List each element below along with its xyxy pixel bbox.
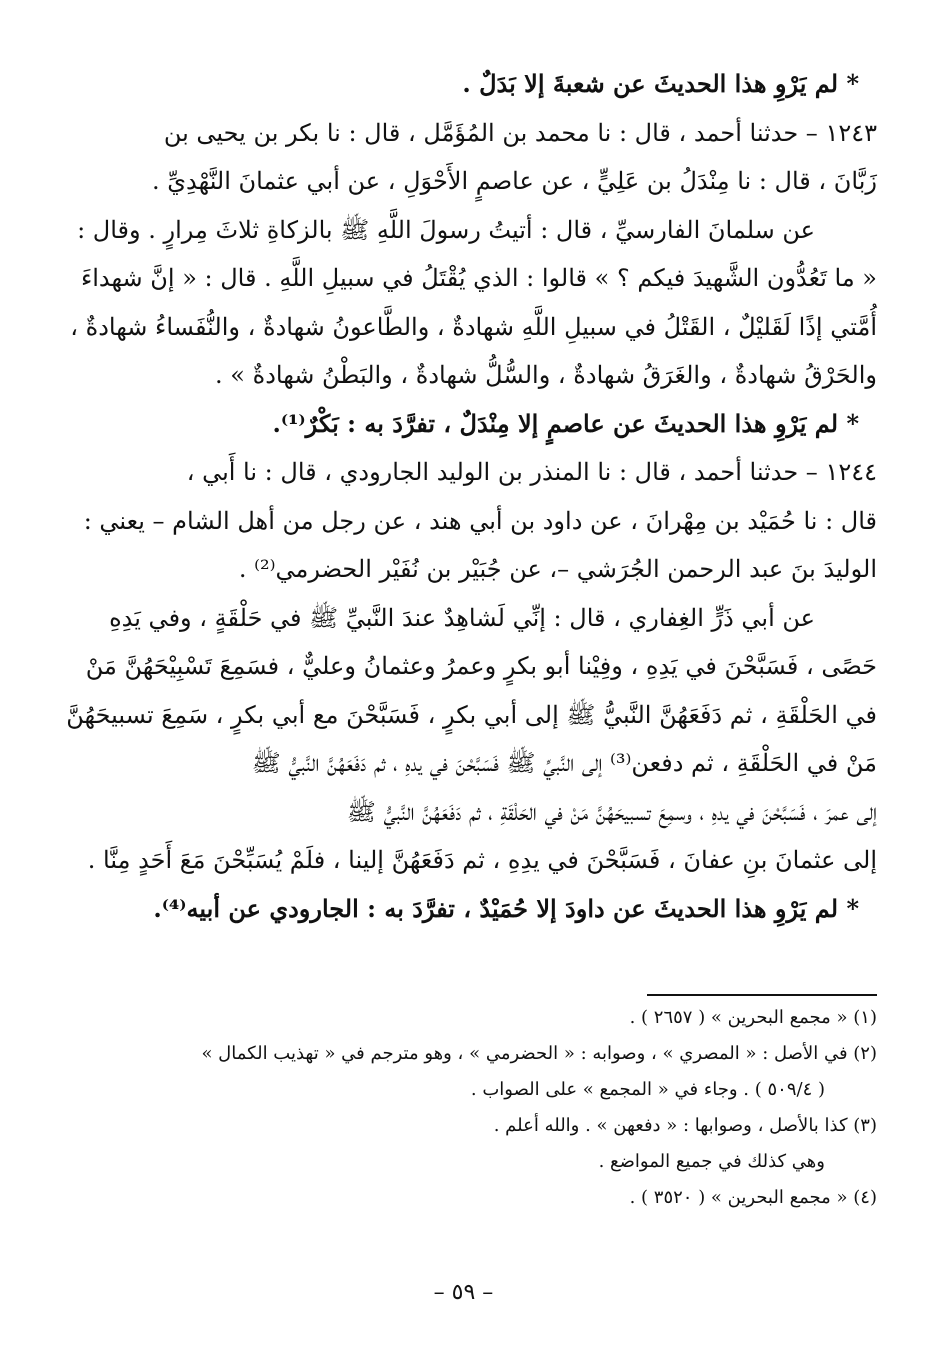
page-number: – ٥٩ –	[433, 1280, 494, 1305]
footnote-4: (٤) « مجمع البحرين » ( ٣٥٢٠ ) .	[629, 1187, 877, 1208]
footnote-3-continued: وهي كذلك في جميع المواضع .	[598, 1151, 825, 1172]
text-line: عن أبي ذَرٍّ الغِفاري ، قال : إنِّي لَشاهِدٌ عندَ النَّبيِّ ﷺ في حَلْقَةٍ ، وفي يَدِهِ	[109, 603, 815, 632]
text-line: والحَرْقُ شهادةٌ ، والغَرَقُ شهادةٌ ، والسُّلُّ شهادةٌ ، والبَطْنُ شهادةٌ » .	[215, 361, 877, 389]
hadith-1243-line: ١٢٤٣ – حدثنا أحمد ، قال : نا محمد بن المُؤَمَّل ، قال : نا بكر بن يحيى بن	[163, 118, 877, 147]
footnote-divider	[647, 994, 877, 996]
text-line: زَبَّانَ ، قال : نا مِنْدَلُ بن عَلِيٍّ ، عن عاصمٍ الأَحْوَلِ ، عن أبي عثمانَ النَّهْدِيِّ .	[151, 167, 877, 195]
text-line: عن سلمانَ الفارسيِّ ، قال : أتيتُ رسولَ اللَّهِ ﷺ بالزكاةِ ثلاثَ مِرارٍ . وقال :	[77, 215, 815, 244]
text-line: « ما تَعُدُّون الشَّهيدَ فيكم ؟ » قالوا : الذي يُقْتَلُ في سبيلِ اللَّهِ . قال : « إنَّ شهداءَ	[80, 264, 877, 292]
footnote-2-continued: ( ٥٠٩/٤ ) . وجاء في « المجمع » على الصواب .	[470, 1079, 825, 1100]
note-line: * لم يَرْوِ هذا الحديثَ عن عاصمٍ إلا مِنْدَلٌ ، تفرَّدَ به : بَكْرٌ⁽¹⁾.	[272, 408, 859, 438]
text-line: إلى عثمانَ بنِ عفانَ ، فَسَبَّحْنَ في يدِهِ ، ثم دَفَعَهُنَّ إلينا ، فلَمْ يُسَبِّحْنَ مَعَ أَحَدٍ مِنَّا .	[87, 846, 877, 874]
text-line: مَنْ في الحَلْقَةِ ، ثم دفعن⁽³⁾ إلى النَّبيِّ ﷺ فَسَبَّحْنَ في يدهِ ، ثم دَفَعَهُنَّ النَّبيُّ ﷺ	[251, 749, 877, 777]
note-line: * لم يَرْوِ هذا الحديثَ عن داودَ إلا حُمَيْدٌ ، تفرَّدَ به : الجارودي عن أبيه⁽⁴⁾.	[153, 893, 859, 923]
footnote-2: (٢) في الأصل : « المصري » ، وصوابه : « الحضرمي » ، وهو مترجم في « تهذيب الكمال »	[201, 1043, 877, 1064]
hadith-1244-line: ١٢٤٤ – حدثنا أحمد ، قال : نا المنذر بن الوليد الجارودي ، قال : نا أَبي ،	[186, 458, 877, 486]
text-line: حَصًى ، فَسَبَّحْنَ في يَدِهِ ، وفِيْنا أبو بكرٍ وعمرُ وعثمانُ وعليٌّ ، فسَمِعَ تَسْبِيْحَهُنَّ مَنْ	[85, 652, 877, 680]
note-line: * لم يَرْوِ هذا الحديثَ عن شعبةَ إلا بَدَلٌ .	[462, 69, 859, 98]
footnotes	[50, 1000, 877, 1216]
text-line: قال : نا حُمَيْد بن مِهْرانَ ، عن داود بن أبي هند ، عن رجل من أهل الشام – يعني :	[83, 506, 877, 535]
text-line: الوليدَ بنَ عبد الرحمن الجُرَشي –، عن جُبَيْر بن نُفَيْر الحضرمي⁽²⁾ .	[238, 555, 877, 583]
text-line: أُمَّتي إذًا لَقَليْلٌ ، القَتْلُ في سبيلِ اللَّهِ شهادةٌ ، والطَّاعونُ شهادةٌ ، والنُّفَساءُ شهادةٌ ،	[70, 312, 877, 341]
text-line: في الحَلْقَةِ ، ثم دَفَعَهُنَّ النَّبيُّ ﷺ إلى أبي بكرٍ ، فَسَبَّحْنَ مع أبي بكرٍ ، سَمِعَ تسبيحَهُنَّ	[66, 700, 877, 729]
footnote-1: (١) « مجمع البحرين » ( ٢٦٥٧ ) .	[629, 1007, 877, 1028]
text-line: إلى عمرَ ، فَسَبَّحْنَ في يدهِ ، وسمِعَ تسبيحَهُنَّ مَنْ في الحَلْقَةِ ، ثم دَفَعَهُنَّ النَّبيُّ ﷺ	[346, 797, 877, 826]
main-text	[50, 60, 877, 933]
footnote-3: (٣) كذا بالأصل ، وصوابها : « دفعهن » . والله أعلم .	[493, 1115, 877, 1136]
